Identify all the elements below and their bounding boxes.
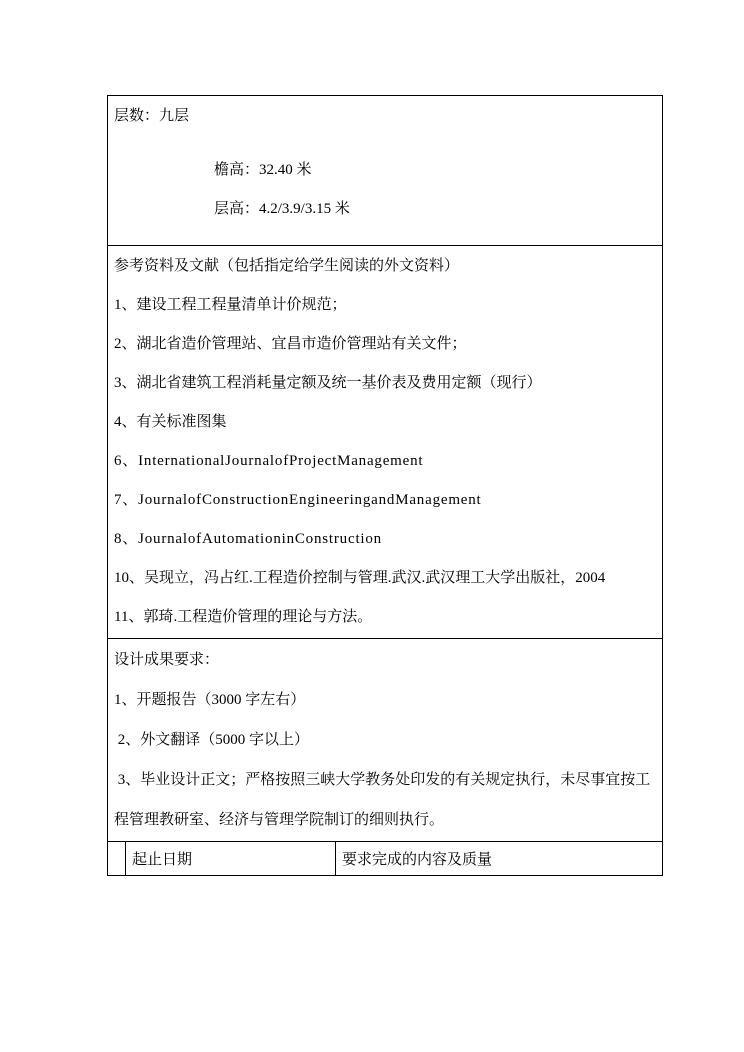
schedule-header-row xyxy=(108,842,663,876)
deliverables-title: 设计成果要求： xyxy=(114,652,220,668)
schedule-header-dates-cell xyxy=(126,842,336,876)
reference-item: 4、有关标准图集 xyxy=(114,414,227,430)
storey-height-line: 层高：4.2/3.9/3.15 米 xyxy=(214,201,350,217)
deliverable-item: 3、毕业设计正文；严格按照三峡大学教务处印发的有关规定执行，未尽事宜按工程管理教研室、经济与管理学院制订的细则执行。 xyxy=(114,772,651,828)
reference-item: 11、郭琦.工程造价管理的理论与方法。 xyxy=(114,609,373,625)
schedule-header-content-cell xyxy=(336,842,663,876)
references-row xyxy=(108,246,663,639)
deliverable-item: 2、外文翻译（5000 字以上） xyxy=(114,732,310,748)
floors-line: 层数：九层 xyxy=(114,108,190,124)
schedule-header-spacer-cell xyxy=(108,842,126,876)
building-info-cell xyxy=(108,96,663,246)
schedule-header-dates-label: 起止日期 xyxy=(132,852,193,868)
reference-item: 1、建设工程工程量清单计价规范； xyxy=(114,297,347,313)
reference-item: 8、JournalofAutomationinConstruction xyxy=(114,531,382,547)
references-title: 参考资料及文献（包括指定给学生阅读的外文资料） xyxy=(114,258,460,274)
reference-item: 2、湖北省造价管理站、宜昌市造价管理站有关文件； xyxy=(114,336,467,352)
deliverables-cell xyxy=(108,639,663,842)
deliverable-item: 1、开题报告（3000 字左右） xyxy=(114,692,306,708)
assignment-table xyxy=(107,95,663,876)
reference-item: 7、JournalofConstructionEngineeringandManagement xyxy=(114,492,482,508)
eave-height-line: 檐高：32.40 米 xyxy=(214,162,312,178)
reference-item: 3、湖北省建筑工程消耗量定额及统一基价表及费用定额（现行） xyxy=(114,375,542,391)
reference-item: 10、吴现立，冯占红.工程造价控制与管理.武汉.武汉理工大学出版社，2004 xyxy=(114,570,606,586)
building-info-row xyxy=(108,96,663,246)
reference-item: 6、InternationalJournalofProjectManagement xyxy=(114,453,424,469)
schedule-header-content-label: 要求完成的内容及质量 xyxy=(342,852,493,868)
deliverables-row xyxy=(108,639,663,842)
references-cell xyxy=(108,246,663,639)
